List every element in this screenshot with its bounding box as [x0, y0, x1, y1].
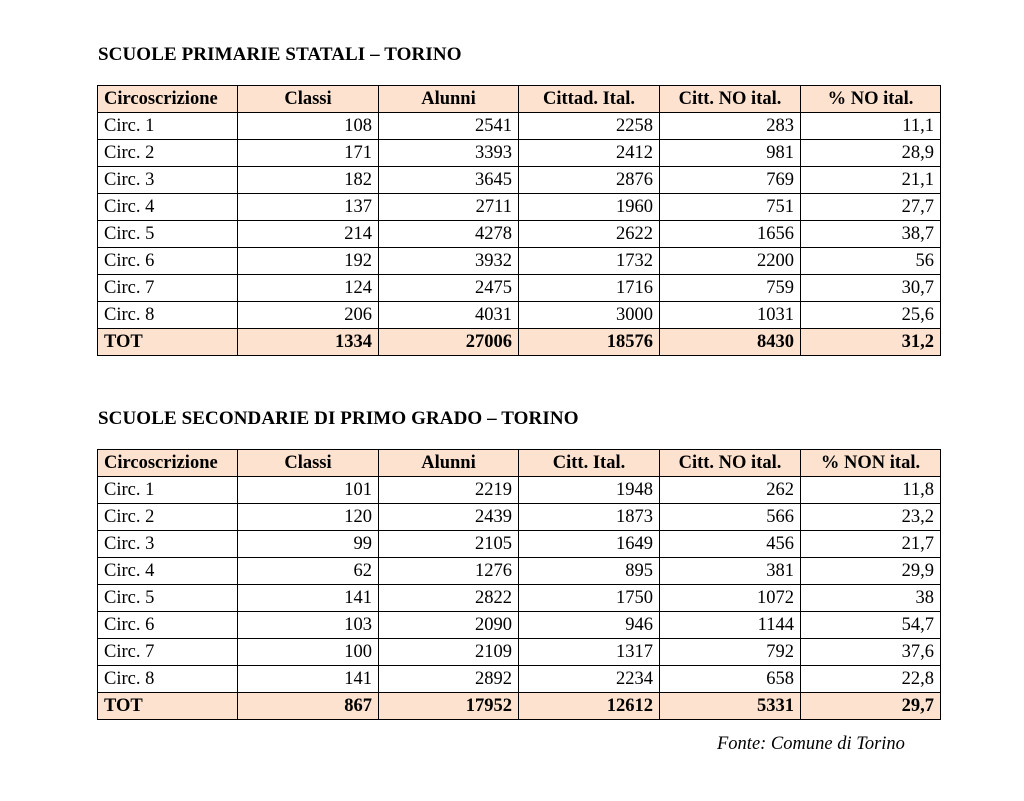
value-cell: 456 [660, 531, 801, 558]
table-row [98, 194, 941, 221]
value-cell: 2822 [379, 585, 519, 612]
value-cell: 37,6 [801, 639, 941, 666]
value-cell: 4031 [379, 302, 519, 329]
value-cell: 21,1 [801, 167, 941, 194]
table-row [98, 585, 941, 612]
column-header: Circoscrizione [98, 86, 238, 113]
primary-schools-title: SCUOLE PRIMARIE STATALI – TORINO [98, 44, 462, 65]
district-cell: Circ. 3 [98, 531, 238, 558]
table-row [98, 275, 941, 302]
column-header: Circoscrizione [98, 450, 238, 477]
table-row [98, 167, 941, 194]
value-cell: 262 [660, 477, 801, 504]
value-cell: 103 [238, 612, 379, 639]
value-cell: 100 [238, 639, 379, 666]
column-header: Classi [238, 86, 379, 113]
value-cell: 28,9 [801, 140, 941, 167]
district-cell: Circ. 5 [98, 585, 238, 612]
table-row [98, 612, 941, 639]
value-cell: 54,7 [801, 612, 941, 639]
district-cell: Circ. 8 [98, 666, 238, 693]
value-cell: 206 [238, 302, 379, 329]
district-cell: Circ. 8 [98, 302, 238, 329]
value-cell: 101 [238, 477, 379, 504]
value-cell: 108 [238, 113, 379, 140]
table-row [98, 221, 941, 248]
value-cell: 3932 [379, 248, 519, 275]
total-value-cell: 5331 [660, 693, 801, 720]
district-cell: Circ. 4 [98, 558, 238, 585]
district-cell: Circ. 5 [98, 221, 238, 248]
column-header: Alunni [379, 450, 519, 477]
value-cell: 29,9 [801, 558, 941, 585]
value-cell: 2105 [379, 531, 519, 558]
value-cell: 769 [660, 167, 801, 194]
value-cell: 2234 [519, 666, 660, 693]
value-cell: 2109 [379, 639, 519, 666]
value-cell: 124 [238, 275, 379, 302]
value-cell: 2219 [379, 477, 519, 504]
total-value-cell: 867 [238, 693, 379, 720]
value-cell: 25,6 [801, 302, 941, 329]
value-cell: 1948 [519, 477, 660, 504]
table-row [98, 639, 941, 666]
value-cell: 2090 [379, 612, 519, 639]
value-cell: 120 [238, 504, 379, 531]
value-cell: 182 [238, 167, 379, 194]
value-cell: 11,1 [801, 113, 941, 140]
value-cell: 2439 [379, 504, 519, 531]
total-value-cell: 8430 [660, 329, 801, 356]
value-cell: 2475 [379, 275, 519, 302]
value-cell: 3393 [379, 140, 519, 167]
column-header: Classi [238, 450, 379, 477]
total-value-cell: 17952 [379, 693, 519, 720]
total-value-cell: 18576 [519, 329, 660, 356]
value-cell: 3000 [519, 302, 660, 329]
total-value-cell: 1334 [238, 329, 379, 356]
value-cell: 137 [238, 194, 379, 221]
table-row [98, 504, 941, 531]
value-cell: 1031 [660, 302, 801, 329]
value-cell: 1144 [660, 612, 801, 639]
value-cell: 759 [660, 275, 801, 302]
column-header: Citt. NO ital. [660, 450, 801, 477]
value-cell: 1750 [519, 585, 660, 612]
value-cell: 38,7 [801, 221, 941, 248]
value-cell: 141 [238, 666, 379, 693]
value-cell: 1716 [519, 275, 660, 302]
value-cell: 1072 [660, 585, 801, 612]
column-header: Citt. NO ital. [660, 86, 801, 113]
district-cell: Circ. 1 [98, 477, 238, 504]
district-cell: Circ. 2 [98, 504, 238, 531]
value-cell: 30,7 [801, 275, 941, 302]
table-row [98, 113, 941, 140]
value-cell: 1732 [519, 248, 660, 275]
value-cell: 4278 [379, 221, 519, 248]
total-value-cell: 27006 [379, 329, 519, 356]
value-cell: 11,8 [801, 477, 941, 504]
total-value-cell: 29,7 [801, 693, 941, 720]
value-cell: 946 [519, 612, 660, 639]
header-row [98, 450, 941, 477]
column-header: Citt. Ital. [519, 450, 660, 477]
total-row [98, 329, 941, 356]
value-cell: 192 [238, 248, 379, 275]
value-cell: 21,7 [801, 531, 941, 558]
value-cell: 2258 [519, 113, 660, 140]
secondary-schools-title: SCUOLE SECONDARIE DI PRIMO GRADO – TORINO [98, 408, 579, 429]
total-row [98, 693, 941, 720]
total-value-cell: 12612 [519, 693, 660, 720]
district-cell: Circ. 7 [98, 275, 238, 302]
value-cell: 141 [238, 585, 379, 612]
value-cell: 2541 [379, 113, 519, 140]
value-cell: 2711 [379, 194, 519, 221]
value-cell: 27,7 [801, 194, 941, 221]
value-cell: 1276 [379, 558, 519, 585]
table-row [98, 558, 941, 585]
table-row [98, 302, 941, 329]
value-cell: 171 [238, 140, 379, 167]
column-header: Alunni [379, 86, 519, 113]
value-cell: 1873 [519, 504, 660, 531]
table-row [98, 666, 941, 693]
value-cell: 2876 [519, 167, 660, 194]
value-cell: 283 [660, 113, 801, 140]
value-cell: 3645 [379, 167, 519, 194]
header-row [98, 86, 941, 113]
table-row [98, 477, 941, 504]
total-label-cell: TOT [98, 329, 238, 356]
value-cell: 2892 [379, 666, 519, 693]
value-cell: 895 [519, 558, 660, 585]
value-cell: 792 [660, 639, 801, 666]
value-cell: 658 [660, 666, 801, 693]
source-note: Fonte: Comune di Torino [717, 734, 905, 754]
table-row [98, 140, 941, 167]
value-cell: 2622 [519, 221, 660, 248]
value-cell: 981 [660, 140, 801, 167]
district-cell: Circ. 7 [98, 639, 238, 666]
district-cell: Circ. 6 [98, 612, 238, 639]
value-cell: 1649 [519, 531, 660, 558]
total-label-cell: TOT [98, 693, 238, 720]
column-header: % NO ital. [801, 86, 941, 113]
value-cell: 1317 [519, 639, 660, 666]
total-value-cell: 31,2 [801, 329, 941, 356]
value-cell: 23,2 [801, 504, 941, 531]
district-cell: Circ. 1 [98, 113, 238, 140]
value-cell: 56 [801, 248, 941, 275]
table-row [98, 248, 941, 275]
secondary-schools-table [97, 449, 941, 720]
value-cell: 381 [660, 558, 801, 585]
district-cell: Circ. 6 [98, 248, 238, 275]
column-header: Cittad. Ital. [519, 86, 660, 113]
value-cell: 62 [238, 558, 379, 585]
value-cell: 99 [238, 531, 379, 558]
district-cell: Circ. 3 [98, 167, 238, 194]
value-cell: 566 [660, 504, 801, 531]
value-cell: 751 [660, 194, 801, 221]
table-row [98, 531, 941, 558]
value-cell: 1960 [519, 194, 660, 221]
value-cell: 22,8 [801, 666, 941, 693]
value-cell: 1656 [660, 221, 801, 248]
district-cell: Circ. 2 [98, 140, 238, 167]
value-cell: 2200 [660, 248, 801, 275]
primary-schools-table [97, 85, 941, 356]
value-cell: 2412 [519, 140, 660, 167]
value-cell: 214 [238, 221, 379, 248]
column-header: % NON ital. [801, 450, 941, 477]
value-cell: 38 [801, 585, 941, 612]
district-cell: Circ. 4 [98, 194, 238, 221]
